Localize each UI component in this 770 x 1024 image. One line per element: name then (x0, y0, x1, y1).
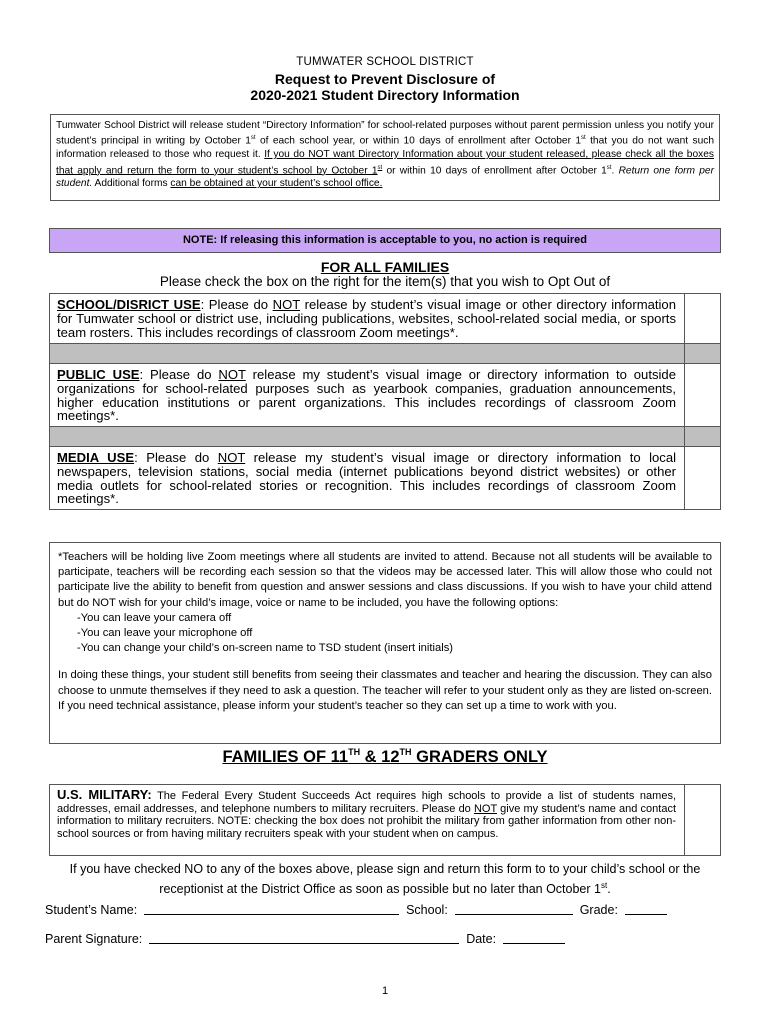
date-label: Date: (466, 932, 497, 946)
zoom-note-paragraph: In doing these things, your student still benefits from seeing their classmates and teacher and hearing the discussion. They can also choose to unmute themselves if they need to ask a question. The teacher will refer to your student only as they are listed on-screen. If you need technical assistance, please inform your student’s teacher so they can set up a time to work with you. (58, 669, 712, 712)
option-media-use (50, 447, 684, 509)
school-field[interactable] (455, 903, 573, 915)
zoom-option: -You can leave your camera off (77, 611, 232, 624)
military-not: NOT (473, 802, 497, 815)
zoom-option: -You can change your child’s on-screen name to TSD student (insert initials) (77, 642, 454, 655)
intro-text: of each school year, or within 10 days of enrollment after October 1 (255, 135, 582, 147)
opt-out-table (49, 293, 721, 510)
military-checkbox[interactable] (684, 785, 721, 855)
intro-sup: st (606, 164, 612, 171)
parent-signature-field[interactable] (149, 932, 459, 944)
intro-text: Tumwater School District will release student “Directory Information” for school-related purposes without parent permission unless you notify your student’s principal in writing by October 1 (56, 120, 714, 147)
grade-title-sup: TH (399, 747, 412, 757)
option-not: NOT (272, 297, 301, 312)
option-public-use (50, 364, 684, 426)
page-number: 1 (381, 985, 389, 997)
military-text: give my student’s name and contact information to military recruiters. NOTE: checking the box does not prohibit the military from gather information from other non-school sources or from having military recruiters speak with your student when on campus. (57, 802, 676, 841)
intro-text: . (611, 165, 619, 176)
media-use-checkbox[interactable] (684, 447, 721, 509)
student-fields-row (45, 903, 667, 917)
signature-fields-row (45, 932, 565, 946)
intro-underlined: If you do NOT want Directory Information about your student released, please check all the boxes that apply and return the form to your student’s school by October 1 (56, 149, 714, 176)
intro-text: or within 10 days of enrollment after October 1 (382, 165, 607, 176)
district-name: TUMWATER SCHOOL DISTRICT (296, 56, 474, 68)
option-text: : Please do (139, 367, 219, 382)
option-text: release my student’s visual image or directory information to outside organizations for school-related purposes such as yearbook companies, graduation announcements, higher education institutions or parent organizations. This includes recordings of classroom Zoom meetings*. (57, 367, 676, 424)
grade-section-title (0, 747, 770, 767)
option-text: : Please do (134, 450, 218, 465)
row-divider (50, 343, 720, 364)
form-title: Request to Prevent Disclosure of (274, 71, 496, 87)
option-not: NOT (218, 367, 246, 382)
zoom-note-box (49, 542, 721, 744)
return-instructions-2 (0, 881, 770, 896)
intro-italic: Return one form per student. (56, 165, 714, 190)
military-label: U.S. MILITARY: (57, 787, 152, 802)
intro-paragraph (50, 114, 720, 201)
military-text: The Federal Every Student Succeeds Act requires high schools to provide a list of students names, addresses, email addresses, and telephone numbers to military recruiters. Please do (57, 790, 676, 815)
all-families-title: FOR ALL FAMILIES (320, 259, 450, 275)
intro-text: Additional forms (92, 178, 171, 190)
student-name-field[interactable] (144, 903, 399, 915)
option-text: release my student’s visual image or directory information to local newspapers, television stations, social media (internet publications beyond district websites) or other media outlets for school-related stories or recognition. This includes recordings of classroom Zoom meetings*. (57, 450, 677, 507)
all-families-subtitle: Please check the box on the right for the item(s) that you wish to Opt Out of (159, 274, 611, 289)
intro-underlined: can be obtained at your student’s school office. (170, 178, 383, 190)
option-military (50, 785, 684, 841)
grade-field[interactable] (625, 903, 667, 915)
option-text: release by student’s visual image or other directory information for Tumwater school or district use, including publications, websites, school-related social media, or sports team rosters. This includes recordings of classroom Zoom meetings*. (57, 297, 676, 340)
parent-signature-label: Parent Signature: (45, 932, 143, 946)
intro-sup: st (250, 135, 256, 142)
option-school-district-use (50, 294, 684, 343)
note-banner: NOTE: If releasing this information is acceptable to you, no action is required (49, 228, 721, 253)
date-field[interactable] (503, 932, 565, 944)
school-label: School: (406, 903, 448, 917)
option-label: SCHOOL/DISRICT USE (57, 297, 201, 312)
grade-label: Grade: (579, 903, 618, 917)
option-text: : Please do (200, 297, 273, 312)
school-district-use-checkbox[interactable] (684, 294, 721, 343)
grade-title-sup: TH (348, 747, 361, 757)
zoom-note-paragraph: *Teachers will be holding live Zoom meetings where all students are invited to attend. Because not all students will be available to participate, teachers will be recording each session so that the videos may be accessed later. This will allow those who could not participate live the ability to benefit from question and answer sessions and class discussions. If you wish to have your child attend but do NOT wish for your child’s image, voice or name to be included, you have the following options: (58, 551, 712, 609)
option-not: NOT (217, 450, 246, 465)
option-label: PUBLIC USE (57, 367, 140, 382)
row-divider (50, 426, 720, 447)
return-instructions: If you have checked NO to any of the boxes above, please sign and return this form to to your child’s school or the (69, 862, 701, 876)
intro-text: that you do not want such information released to those who request it. (56, 135, 714, 161)
intro-sup: st (377, 164, 383, 171)
grade-title-text: & 12 (360, 748, 400, 766)
return-text: receptionist at the District Office as soon as possible but no later than October 1 (159, 882, 601, 896)
grade-title-text: GRADERS ONLY (411, 748, 548, 766)
public-use-checkbox[interactable] (684, 364, 721, 426)
intro-sup: st (581, 135, 586, 142)
zoom-option: -You can leave your microphone off (77, 627, 253, 640)
military-table (49, 784, 721, 856)
return-sup: st (600, 881, 608, 890)
return-text: . (607, 882, 611, 896)
student-name-label: Student’s Name: (45, 903, 138, 917)
grade-title-text: FAMILIES OF 11 (222, 748, 349, 766)
option-label: MEDIA USE (57, 450, 135, 465)
form-subtitle: 2020-2021 Student Directory Information (250, 87, 520, 103)
